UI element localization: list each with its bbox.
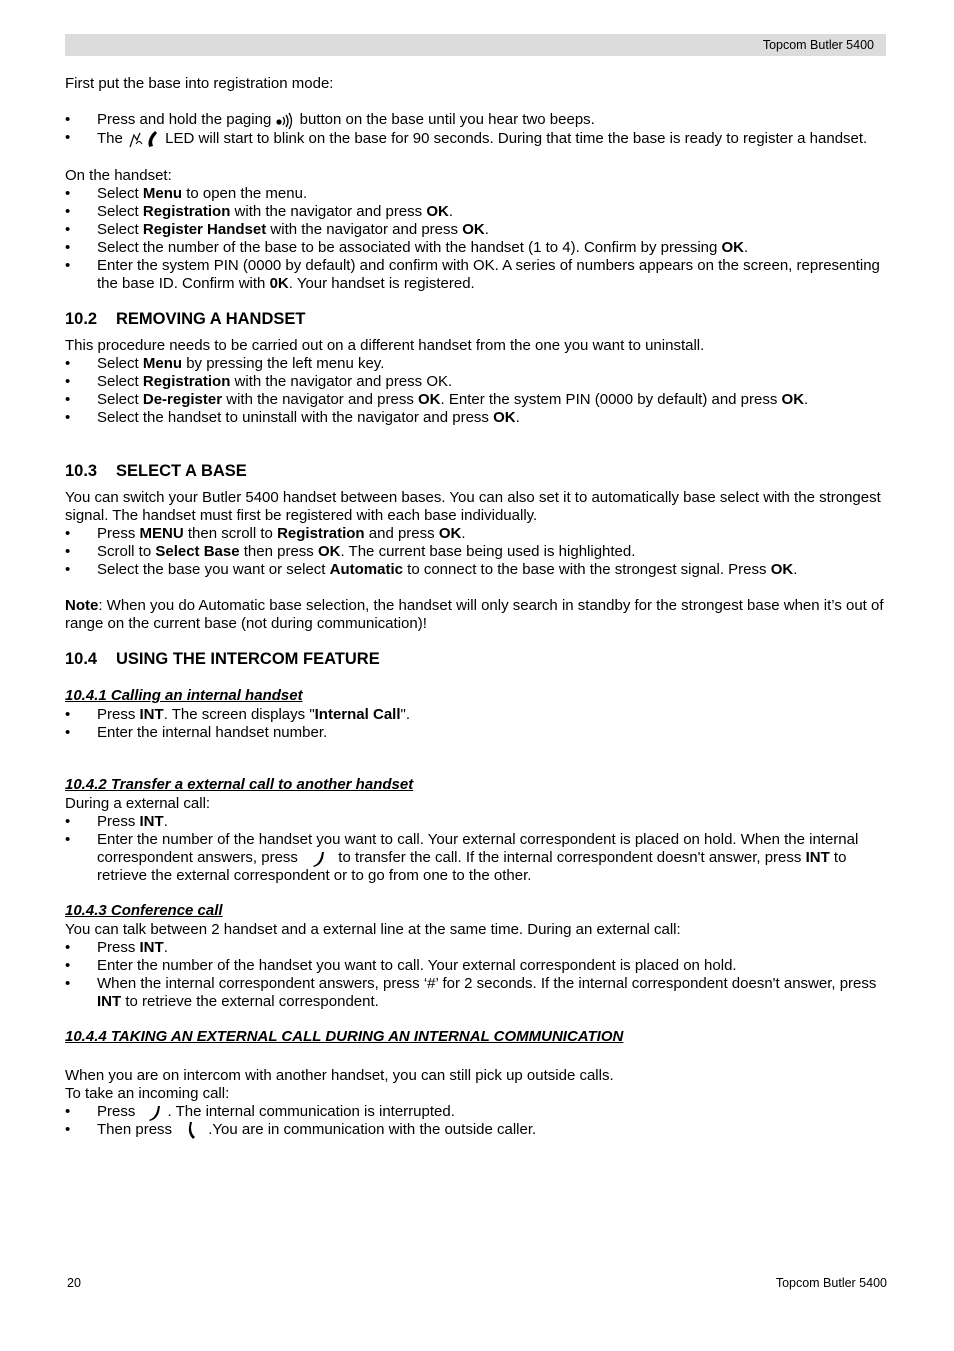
subsection-heading: 10.4.2 Transfer a external call to another handset bbox=[65, 776, 414, 794]
list-item: • Enter the number of the handset you want to call. Your external correspondent is placed on hold. bbox=[65, 957, 887, 975]
list-item: • Press and hold the paging button on the base until you hear two beeps. bbox=[65, 111, 887, 129]
header-title: Topcom Butler 5400 bbox=[762, 38, 874, 52]
talk-icon bbox=[178, 1121, 206, 1139]
list-item: • Select De-register with the navigator and press OK. Enter the system PIN (0000 by default) and press OK. bbox=[65, 391, 887, 409]
section-text: This procedure needs to be carried out on a different handset from the one you want to uninstall. bbox=[65, 337, 705, 355]
section-text: To take an incoming call: bbox=[65, 1085, 230, 1103]
subsection-heading: 10.4.3 Conference call bbox=[65, 902, 223, 920]
list-item: • Select the number of the base to be associated with the handset (1 to 4). Confirm by pressing OK. bbox=[65, 239, 887, 257]
section-text: When you are on intercom with another handset, you can still pick up outside calls. bbox=[65, 1067, 614, 1085]
list-item: • Press INT. bbox=[65, 813, 887, 831]
list-item: • Press . The internal communication is interrupted. bbox=[65, 1103, 887, 1121]
list-item: • Enter the system PIN (0000 by default) and confirm with OK. A series of numbers appears on the screen, representing the base ID. Confirm with 0K. Your handset is registered. bbox=[65, 257, 887, 293]
footer-title: Topcom Butler 5400 bbox=[775, 1276, 887, 1290]
list-item: • Press INT. bbox=[65, 939, 887, 957]
section-heading: 10.3 SELECT A BASE bbox=[65, 462, 247, 481]
subsection-heading: 10.4.1 Calling an internal handset bbox=[65, 687, 303, 705]
list-item: • Enter the internal handset number. bbox=[65, 724, 887, 742]
section-heading: 10.2 REMOVING A HANDSET bbox=[65, 310, 306, 329]
list-item: • Select Registration with the navigator and press OK. bbox=[65, 203, 887, 221]
list-item: • Press MENU then scroll to Registration and press OK. bbox=[65, 525, 887, 543]
subsection-heading: 10.4.4 TAKING AN EXTERNAL CALL DURING AN INTERNAL COMMUNICATION bbox=[65, 1028, 624, 1046]
list-item: • Select Registration with the navigator and press OK. bbox=[65, 373, 887, 391]
handset-intro: On the handset: bbox=[65, 167, 172, 185]
page-number: 20 bbox=[67, 1276, 81, 1290]
hang-up-icon bbox=[142, 1103, 166, 1121]
list-item: • Then press .You are in communication with the outside caller. bbox=[65, 1121, 887, 1139]
section-heading: 10.4 USING THE INTERCOM FEATURE bbox=[65, 650, 380, 669]
intro-text: First put the base into registration mode: bbox=[65, 75, 334, 92]
hang-up-icon bbox=[304, 849, 332, 867]
section-text: You can talk between 2 handset and a external line at the same time. During an external call: bbox=[65, 921, 681, 939]
section-text: You can switch your Butler 5400 handset between bases. You can also set it to automatically base select with the strongest signal. The handset must first be registered with each base individually. bbox=[65, 489, 881, 525]
list-item: • Select the base you want or select Automatic to connect to the base with the strongest signal. Press OK. bbox=[65, 561, 887, 579]
list-item: • Select Menu by pressing the left menu key. bbox=[65, 355, 887, 373]
list-item: • Enter the number of the handset you want to call. Your external correspondent is placed on hold. When the internal correspondent answers, press to transfer the call. If the internal correspondent doesn't answer, press INT to retrieve the external correspondent or to go from one to the other. bbox=[65, 831, 887, 885]
list-item: • Select Menu to open the menu. bbox=[65, 185, 887, 203]
list-item: • The LED will start to blink on the base for 90 seconds. During that time the base is ready to register a handset. bbox=[65, 129, 887, 149]
list-item: • Select Register Handset with the navigator and press OK. bbox=[65, 221, 887, 239]
list-item: • Press INT. The screen displays "Internal Call". bbox=[65, 706, 887, 724]
list-item: • When the internal correspondent answers, press ‘#’ for 2 seconds. If the internal correspondent doesn't answer, press INT to retrieve the external correspondent. bbox=[65, 975, 887, 1011]
list-item: • Select the handset to uninstall with the navigator and press OK. bbox=[65, 409, 887, 427]
header-bar bbox=[65, 34, 886, 56]
paging-icon bbox=[275, 111, 295, 129]
note-text: Note: When you do Automatic base selection, the handset will only search in standby for the strongest base when it’s out of range on the current base (not during communication)! bbox=[65, 597, 884, 633]
list-item: • Scroll to Select Base then press OK. The current base being used is highlighted. bbox=[65, 543, 887, 561]
page-content bbox=[65, 75, 887, 1139]
registration-led-icon bbox=[127, 129, 161, 149]
section-text: During a external call: bbox=[65, 795, 211, 813]
